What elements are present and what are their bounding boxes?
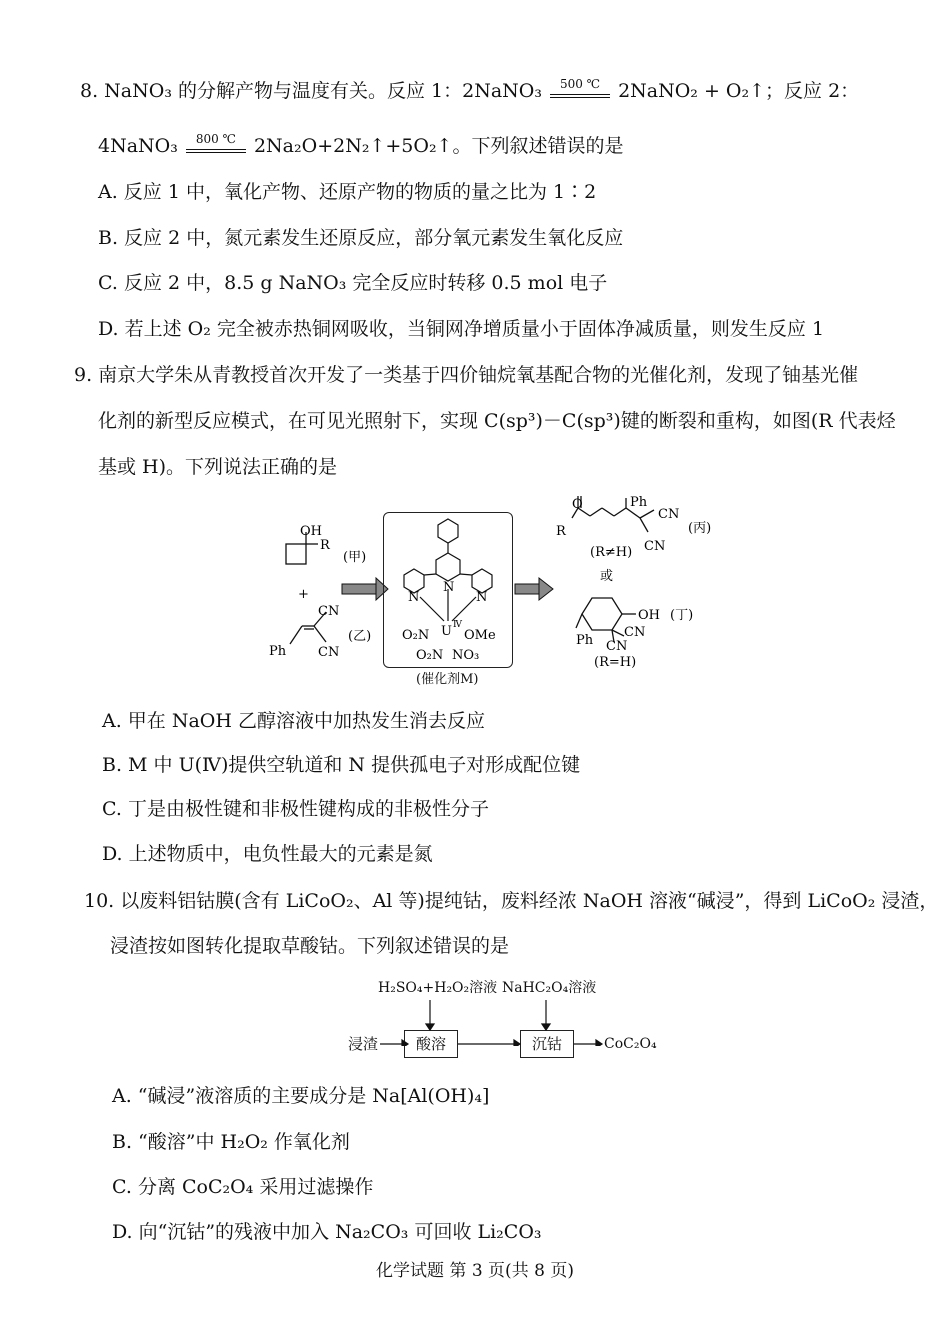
- plus-sign: +: [298, 587, 309, 602]
- yi-label: (乙): [348, 629, 372, 644]
- yi-cn1-label: CN: [318, 604, 340, 619]
- bing-cn1-label: CN: [658, 507, 680, 522]
- q10-option-b: B. “酸溶”中 H₂O₂ 作氧化剂: [112, 1131, 350, 1153]
- left-reaction-arrow: [342, 578, 388, 600]
- flow-arrows: [380, 996, 610, 1046]
- q9-option-b: B. M 中 U(Ⅳ)提供空轨道和 N 提供孤电子对形成配位键: [102, 754, 581, 776]
- bing-cn2-label: CN: [644, 539, 666, 554]
- q8-option-a: A. 反应 1 中，氧化产物、还原产物的物质的量之比为 1∶2: [98, 181, 597, 203]
- q10-option-a: A. “碱浸”液溶质的主要成分是 Na[Al(OH)₄]: [112, 1085, 490, 1107]
- catalyst-m-structure: [384, 513, 512, 667]
- q9-stem-line1: 9. 南京大学朱从青教授首次开发了一类基于四价铀烷氧基配合物的光催化剂，发现了铀基光催: [74, 364, 859, 386]
- ding-cn1-label: CN: [624, 625, 646, 640]
- jia-oh-label: OH: [300, 524, 322, 539]
- q8-option-d: D. 若上述 O₂ 完全被赤热铜网吸收，当铜网净增质量小于固体净减质量，则发生反应 1: [98, 318, 825, 340]
- flow-box-cobalt-precip: 沉钴: [520, 1030, 574, 1058]
- q8-stem-part-d: 2Na₂O+2N₂↑+5O₂↑。下列叙述错误的是: [253, 135, 624, 157]
- q9-stem-line2: 化剂的新型反应模式，在可见光照射下，实现 C(sp³)－C(sp³)键的断裂和重构，如图(R 代表烃: [98, 410, 896, 432]
- q8-condition-500: 500 ℃: [559, 77, 601, 91]
- jia-r-label: R: [320, 538, 330, 553]
- flow-start: 浸渣: [348, 1035, 379, 1053]
- yi-cn2-label: CN: [318, 645, 340, 660]
- q10-option-d: D. 向“沉钴”的残液中加入 Na₂CO₃ 可回收 Li₂CO₃: [112, 1221, 542, 1243]
- flow-reagent-1: H₂SO₄+H₂O₂溶液: [378, 980, 498, 996]
- cat-n-right: N: [476, 590, 488, 605]
- q10-stem-line1: 10. 以废料铝钴膜(含有 LiCoO₂、Al 等)提纯钴，废料经浓 NaOH 溶液“碱浸”，得到 LiCoO₂ 浸渣，: [84, 890, 939, 912]
- cat-no3-left: O₂N: [402, 628, 430, 643]
- bing-ph-label: Ph: [630, 495, 648, 510]
- right-reaction-arrow: [515, 578, 553, 600]
- ding-cn2-label: CN: [606, 639, 628, 654]
- q9-option-a: A. 甲在 NaOH 乙醇溶液中加热发生消去反应: [102, 710, 485, 732]
- q8-option-b: B. 反应 2 中，氮元素发生还原反应，部分氧元素发生氧化反应: [98, 227, 624, 249]
- cat-n-center: N: [443, 580, 455, 595]
- catalyst-m-label: (催化剂M): [416, 672, 479, 687]
- catalyst-m-box: [383, 512, 513, 668]
- flow-reagent-2: NaHC₂O₄溶液: [502, 980, 597, 996]
- bing-condition: (R≠H): [590, 545, 633, 560]
- q10-option-c: C. 分离 CoC₂O₄ 采用过滤操作: [112, 1176, 374, 1198]
- q8-stem-part-b: 2NaNO₂ + O₂↑；反应 2：: [618, 80, 860, 102]
- q8-stem-line1: [80, 79, 859, 104]
- q8-stem-line2: [98, 134, 623, 159]
- cat-no3-bottom-left: O₂N: [416, 648, 444, 663]
- flow-product: CoC₂O₄: [604, 1036, 657, 1052]
- jia-label: (甲): [343, 550, 367, 565]
- q8-reaction1-arrow: [548, 77, 612, 104]
- or-label: 或: [600, 569, 614, 584]
- q8-stem-part-a: 8. NaNO₃ 的分解产物与温度有关。反应 1：2NaNO₃: [80, 80, 542, 102]
- q8-option-c: C. 反应 2 中，8.5 g NaNO₃ 完全反应时转移 0.5 mol 电子: [98, 272, 608, 294]
- bing-o-label: O: [572, 497, 583, 512]
- ding-oh-label: OH: [638, 608, 660, 623]
- q9-option-d: D. 上述物质中，电负性最大的元素是氮: [102, 843, 433, 865]
- cat-n-left: N: [408, 590, 420, 605]
- q8-reaction2-arrow: [184, 132, 248, 159]
- flow-box-acid-dissolve: 酸溶: [404, 1030, 458, 1058]
- bing-r-label: R: [556, 524, 566, 539]
- q9-stem-line3: 基或 H)。下列说法正确的是: [98, 456, 338, 478]
- ding-ph-label: Ph: [576, 633, 594, 648]
- cat-uranium-ox-state: Ⅳ: [453, 620, 462, 630]
- page-footer: 化学试题 第 3 页(共 8 页): [376, 1261, 574, 1281]
- ding-condition: (R=H): [594, 655, 637, 670]
- q9-option-c: C. 丁是由极性键和非极性键构成的非极性分子: [102, 798, 489, 820]
- bing-label: (丙): [688, 521, 712, 536]
- q10-stem-line2: 浸渣按如图转化提取草酸钴。下列叙述错误的是: [110, 935, 510, 957]
- cat-uranium: U: [441, 624, 452, 639]
- q8-condition-800: 800 ℃: [195, 132, 236, 146]
- q8-stem-part-c: 4NaNO₃: [98, 135, 178, 157]
- yi-ph-label: Ph: [269, 644, 287, 659]
- cat-no3-bottom-right: NO₃: [452, 648, 480, 663]
- ding-label: (丁): [670, 608, 694, 623]
- cat-ome: OMe: [464, 628, 496, 643]
